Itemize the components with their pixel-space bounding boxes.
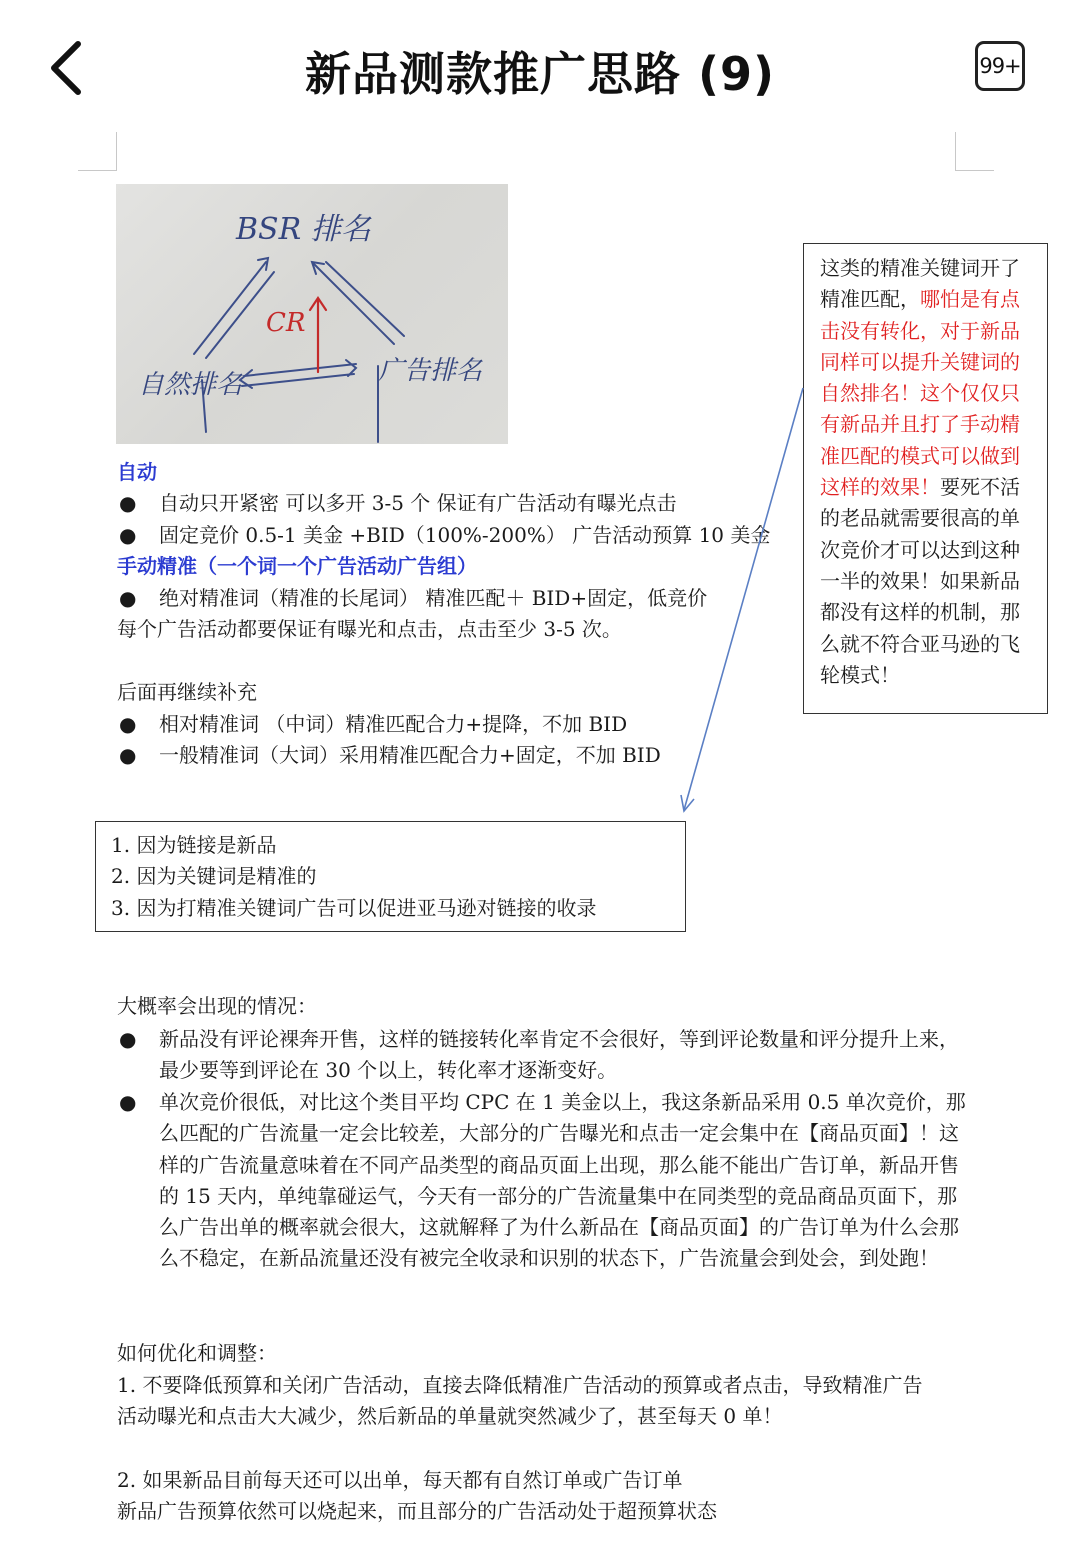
bullet-icon: ● [119,491,137,515]
bullet-icon: ● [119,523,137,547]
diagram-label-cr: CR [266,308,306,338]
bullet-icon: ● [119,743,137,767]
supplement-heading: 后面再继续补充 [117,680,257,704]
bullet-icon: ● [119,1090,137,1114]
optimize-line-4: 新品广告预算依然可以烧起来，而且部分的广告活动处于超预算状态 [117,1499,717,1523]
supplement-bullet-2: 一般精准词（大词）采用精准匹配合力+固定，不加 BID [159,743,661,767]
manual-bullet: 绝对精准词（精准的长尾词） 精准匹配＋ BID+固定，低竞价 [159,586,708,610]
page-title: 新品测款推广思路 (9) [304,47,776,101]
comment-part-2-red: 哪怕是有点击没有转化，对于新品同样可以提升关键词的自然排名！这个仅仅只有新品并且打了手动精准匹配的模式可以做到这样的效果！ [820,287,1020,500]
manual-continuation: 每个广告活动都要保证有曝光和点击，点击至少 3-5 次。 [117,617,622,641]
optimize-line-3: 2. 如果新品目前每天还可以出单，每天都有自然订单或广告订单 [117,1468,683,1492]
page-count-badge[interactable]: 99+ [975,41,1025,91]
situation-paragraph-1: 新品没有评论裸奔开售，这样的链接转化率肯定不会很好，等到评论数量和评分提升上来，最少要等到评论在 30 个以上，转化率才逐渐变好。 [159,1027,959,1083]
comment-part-3: 要死不活的老品就需要很高的单次竞价才可以达到这种一半的效果！如果新品都没有这样的机制，那么就不符合亚马逊的飞轮模式！ [820,475,1020,687]
auto-bullet-1: 自动只开紧密 可以多开 3-5 个 保证有广告活动有曝光点击 [159,491,677,515]
reason-item-1: 1. 因为链接是新品 [111,833,277,857]
bullet-icon: ● [119,1027,137,1051]
bullet-icon: ● [119,712,137,736]
comment-part-1: 这类的精准关键词开了精准匹配， [820,256,1020,312]
reason-item-2: 2. 因为关键词是精准的 [111,864,317,888]
auto-heading: 自动 [117,460,157,484]
optimize-line-2: 活动曝光和点击大大减少，然后新品的单量就突然减少了，甚至每天 0 单！ [117,1404,783,1428]
diagram-label-ad: 广告排名 [378,356,483,386]
diagram-label-natural: 自然排名 [138,370,243,400]
situation-paragraph-2: 单次竞价很低，对比这个类目平均 CPC 在 1 美金以上，我这条新品采用 0.5 单次竞价，那么匹配的广告流量一定会比较差，大部分的广告曝光和点击一定会集中在【商品页面】！这样的广告流量意味着在不同产品类型的商品页面上出现，那么能不能出广告订单，新品开售的 15 天内，单纯靠碰运气，今天有一部分的广告流量集中在同类型的竞品商品页面下，那么广告出单的概率就会很大，这就解释了为什么新品在【商品页面】的广告订单为什么会那么不稳定，在新品流量还没有被完全收录和识别的状态下，广告流量会到处会，到处跑！ [159,1090,966,1271]
situation-heading: 大概率会出现的情况： [117,994,317,1018]
diagram-label-bsr: BSR 排名 [236,212,371,247]
reason-item-3: 3. 因为打精准关键词广告可以促进亚马逊对链接的收录 [111,896,597,920]
auto-bullet-2: 固定竞价 0.5-1 美金 +BID（100%-200%） 广告活动预算 10 美金 [159,523,771,547]
optimize-line-1: 1. 不要降低预算和关闭广告活动，直接去降低精准广告活动的预算或者点击，导致精准广告 [117,1373,923,1397]
bullet-icon: ● [119,586,137,610]
supplement-bullet-1: 相对精准词 （中词）精准匹配合力+提降，不加 BID [159,712,628,736]
manual-heading: 手动精准（一个词一个广告活动广告组） [117,554,477,578]
optimize-heading: 如何优化和调整： [117,1341,277,1365]
